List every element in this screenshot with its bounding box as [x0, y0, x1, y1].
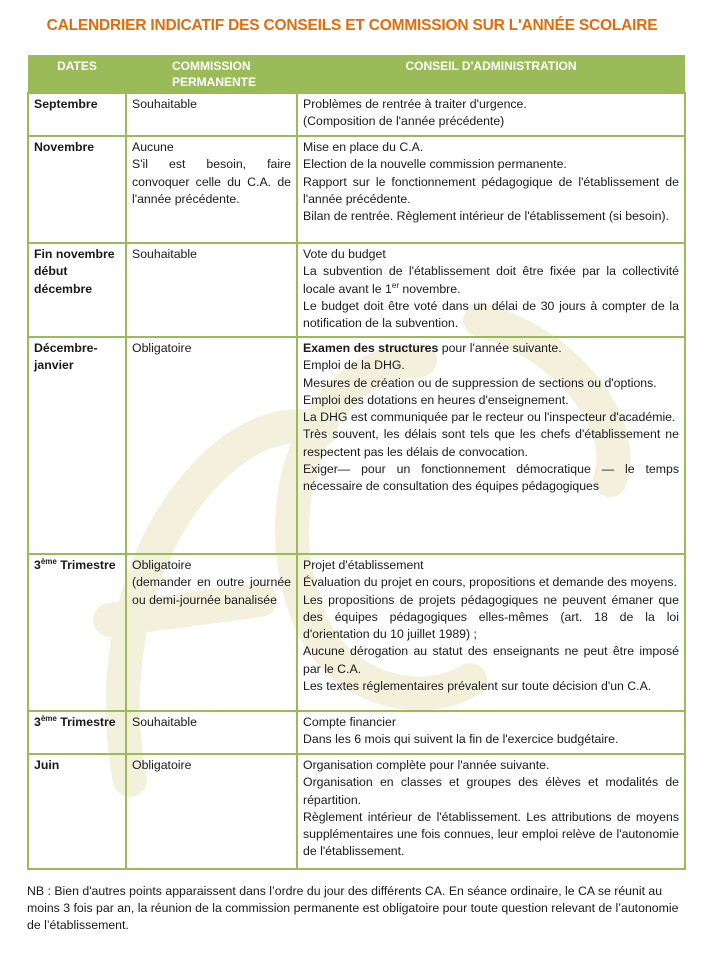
conseil-text: Election de la nouvelle commission permanente. [303, 157, 567, 172]
header-commission-line2: PERMANENTE [172, 75, 257, 89]
cell-date: Juin [28, 754, 126, 869]
conseil-text: Évaluation du projet en cours, propositions et demande des moyens. [303, 575, 677, 590]
superscript: ème [40, 713, 57, 723]
conseil-text: Dans les 6 mois qui suivent la fin de l'exercice budgétaire. [303, 732, 619, 747]
header-commission-line1: COMMISSION [172, 59, 251, 73]
table-row [28, 136, 685, 243]
conseil-text: (Composition de l'année précédente) [303, 114, 505, 129]
commission-text: Aucune [132, 140, 174, 154]
cell-date [28, 554, 126, 711]
conseil-text [303, 263, 679, 298]
commission-text: Obligatoire [132, 558, 192, 572]
table-row [28, 554, 685, 711]
cell-conseil [297, 337, 685, 554]
table-row [28, 711, 685, 754]
cell-date: Novembre [28, 136, 126, 243]
conseil-text: Vote du budget [303, 247, 386, 261]
cell-commission [126, 136, 297, 243]
cell-commission [126, 337, 297, 554]
conseil-text: Les propositions de projets pédagogiques ne peuvent émaner que des équipes pédagogiques elles-mêmes (art. 18 de la loi d'orientation du 10 juillet 1989) ; [303, 592, 679, 642]
conseil-text-part: pour l'année suivante. [438, 341, 562, 355]
superscript: er [391, 280, 399, 290]
cell-date: Septembre [28, 93, 126, 136]
conseil-text: Projet d'établissement [303, 558, 424, 572]
cell-commission [126, 711, 297, 754]
cell-date [28, 711, 126, 754]
cell-commission [126, 754, 297, 869]
cell-commission [126, 554, 297, 711]
conseil-text: Rapport sur le fonctionnement pédagogique de l'établissement de l'année précédente. [303, 174, 679, 206]
conseil-text: La DHG est communiquée par le recteur ou l'inspecteur d'académie. [303, 410, 676, 425]
commission-text: ou demi-journée banalisée [132, 592, 277, 607]
conseil-text-part: La subvention de l'établissement doit être fixée par la collectivité locale avant le 1 [303, 264, 679, 296]
conseil-text: Mesures de création ou de suppression de sections ou d'options. [303, 375, 657, 390]
header-commission-permanente [126, 55, 297, 93]
table-row [28, 754, 685, 869]
conseil-text: Problèmes de rentrée à traiter d'urgence. [303, 97, 527, 111]
conseil-text: Emploi des dotations en heures d'enseignement. [303, 392, 569, 407]
cell-conseil [297, 93, 685, 136]
table-row [28, 337, 685, 554]
footnote-nb: NB : Bien d'autres points apparaissent dans l’ordre du jour des différents CA. En séance ordinaire, le CA se réunit au moins 3 fois par an, la réunion de la commission permanente est obligatoire pour toute question relevant de l’autonomie de l’établissement. [27, 884, 679, 933]
cell-date: Fin novembre début décembre [28, 243, 126, 337]
conseil-text: Emploi de la DHG. [303, 358, 405, 373]
conseil-bold-text: Examen des structures [303, 341, 439, 355]
date-number: 3 [34, 715, 41, 729]
conseil-text: Aucune dérogation au statut des enseignants ne peut être imposé par le C.A. [303, 644, 679, 676]
superscript: ème [40, 556, 57, 566]
cell-commission [126, 243, 297, 337]
conseil-text: Très souvent, les délais sont tels que les chefs d'établissement ne respectent pas les délais de convocation. [303, 427, 679, 459]
table-row [28, 243, 685, 337]
conseil-text: Compte financier [303, 715, 396, 729]
conseil-text: Exiger— pour un fonctionnement démocratique — le temps nécessaire de consultation des équipes pédagogiques [303, 462, 679, 494]
cell-conseil [297, 554, 685, 711]
conseil-text: Règlement intérieur de l'établissement. Les attributions de moyens supplémentaires une fois connues, leur emploi relève de l'autonomie de l'établissement. [303, 809, 679, 859]
date-text: Trimestre [56, 715, 116, 729]
commission-text: (demander en outre journée [132, 575, 291, 590]
table-header-row [28, 55, 685, 93]
conseil-text [303, 340, 679, 357]
commission-text: Obligatoire [132, 341, 192, 355]
date-text: Trimestre [56, 558, 116, 572]
date-number: 3 [34, 558, 41, 572]
cell-conseil [297, 243, 685, 337]
commission-text: Souhaitable [132, 97, 197, 111]
conseil-text: Organisation complète pour l'année suivante. [303, 758, 550, 772]
cell-conseil [297, 711, 685, 754]
conseil-text: Le budget doit être voté dans un délai de 30 jours à compter de la notification de la subvention. [303, 298, 679, 331]
conseil-text-part: novembre. [399, 281, 461, 296]
cell-conseil [297, 136, 685, 243]
cell-conseil [297, 754, 685, 869]
commission-text: Souhaitable [132, 715, 197, 729]
cell-commission [126, 93, 297, 136]
commission-text: S'il est besoin, faire convoquer celle du C.A. de l'année précédente. [132, 157, 291, 206]
conseil-text: Organisation en classes et groupes des élèves et modalités de répartition. [303, 775, 679, 807]
cell-date: Décembre-janvier [28, 337, 126, 554]
commission-text: Souhaitable [132, 247, 197, 261]
calendar-table [27, 55, 686, 870]
conseil-text: Bilan de rentrée. Règlement intérieur de l'établissement (si besoin). [303, 209, 669, 224]
document-title: CALENDRIER INDICATIF DES CONSEILS ET COMMISSION SUR L'ANNÉE SCOLAIRE [46, 17, 658, 34]
header-conseil-administration: CONSEIL D'ADMINISTRATION [297, 55, 685, 93]
conseil-text: Mise en place du C.A. [303, 140, 424, 154]
table-row [28, 93, 685, 136]
header-dates: DATES [28, 55, 126, 93]
conseil-text: Les textes réglementaires prévalent sur toute décision d'un C.A. [303, 679, 652, 694]
commission-text: Obligatoire [132, 758, 192, 772]
